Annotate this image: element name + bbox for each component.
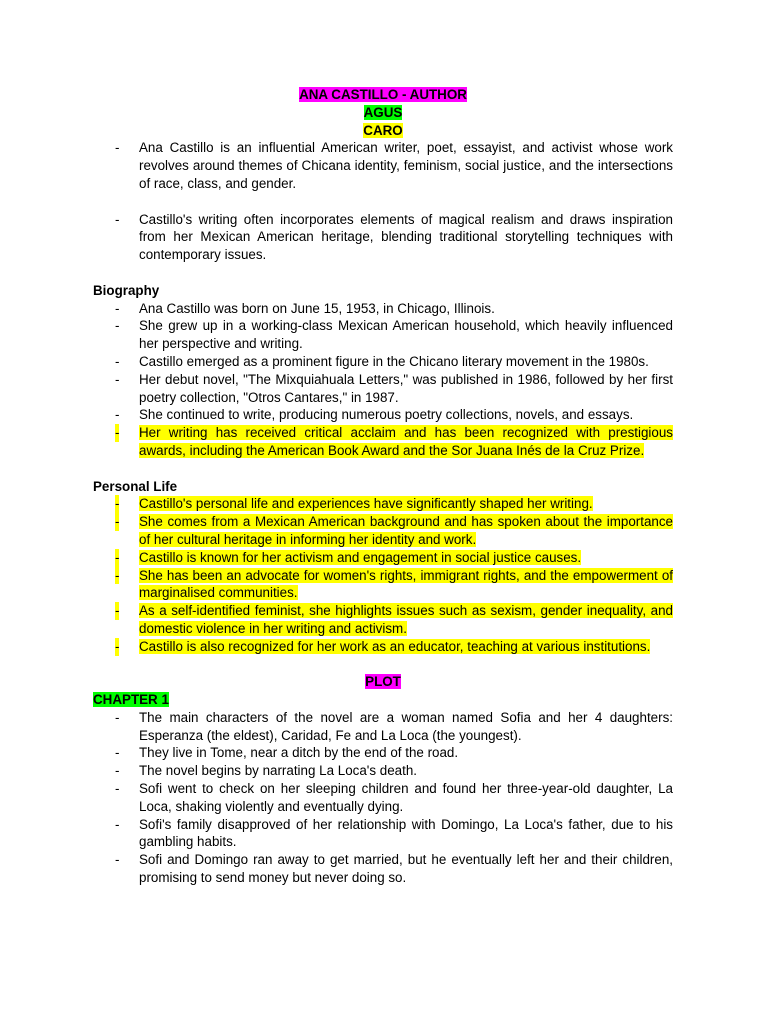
list-item: - She continued to write, producing numerous poetry collections, novels, and essays. — [115, 407, 634, 423]
bullet-dash: - — [115, 318, 120, 334]
list-item-highlighted: - As a self-identified feminist, she highlights issues such as sexism, gender inequality, and domestic violence in her writing and activism. — [115, 603, 673, 636]
list-item-highlighted: - Castillo is known for her activism and engagement in social justice causes. — [115, 549, 582, 565]
bullet-dash: - — [115, 211, 120, 227]
bullet-dash: - — [115, 816, 120, 832]
list-item-highlighted: - Castillo's personal life and experiences have significantly shaped her writing. — [115, 496, 593, 512]
document-content — [93, 86, 673, 887]
name-line-2 — [93, 122, 673, 140]
author-name-caro: CARO — [363, 122, 403, 138]
list-item-highlighted: - She comes from a Mexican American background and has spoken about the importance of her cultural heritage in informing her identity and work. — [115, 514, 673, 547]
list-item-highlighted: - Castillo is also recognized for her work as an educator, teaching at various institutions. — [115, 638, 651, 654]
name-line-1 — [93, 104, 673, 122]
author-name-agus: AGUS — [363, 104, 403, 120]
list-item: - Sofi's family disapproved of her relationship with Domingo, La Loca's father, due to his gambling habits. — [115, 816, 673, 850]
bullet-dash: - — [115, 709, 120, 725]
intro-list-2 — [93, 211, 673, 264]
bullet-dash: - — [115, 496, 120, 512]
bullet-dash: - — [115, 549, 120, 565]
list-item: - Sofi went to check on her sleeping children and found her three-year-old daughter, La Loca, shaking violently and eventually dying. — [115, 781, 673, 814]
plot-list — [93, 709, 673, 887]
biography-list — [93, 300, 673, 460]
bullet-dash: - — [115, 781, 120, 797]
intro-list — [93, 139, 673, 192]
intro-item: - Castillo's writing often incorporates elements of magical realism and draws inspiration from her Mexican American heritage, blending traditional storytelling techniques with contemporary issues. — [115, 211, 673, 263]
title-line — [93, 86, 673, 104]
bullet-dash: - — [115, 603, 120, 619]
bullet-dash: - — [115, 763, 120, 779]
list-item-highlighted: - She has been an advocate for women's rights, immigrant rights, and the empowerment of marginalised communities. — [115, 567, 673, 601]
personal-life-list — [93, 495, 673, 655]
bullet-dash: - — [115, 567, 120, 583]
document-title: ANA CASTILLO - AUTHOR — [299, 87, 467, 102]
plot-heading-line — [93, 673, 673, 691]
bullet-dash: - — [115, 140, 120, 156]
list-item: - The novel begins by narrating La Loca's death. — [115, 763, 417, 779]
bullet-dash: - — [115, 425, 120, 441]
list-item: - She grew up in a working-class Mexican American household, which heavily influenced her perspective and writing. — [115, 318, 673, 352]
list-item: - Sofi and Domingo ran away to get married, but he eventually left her and their children, promising to send money but never doing so. — [115, 852, 673, 886]
list-item: - Her debut novel, "The Mixquiahuala Letters," was published in 1986, followed by her first poetry collection, "Otros Cantares," in 1987. — [115, 371, 673, 405]
list-item: - Ana Castillo was born on June 15, 1953, in Chicago, Illinois. — [115, 300, 495, 316]
biography-heading: Biography — [93, 282, 160, 298]
bullet-dash: - — [115, 745, 120, 761]
list-item: - The main characters of the novel are a woman named Sofia and her 4 daughters: Esperanza (the eldest), Caridad, Fe and La Loca (the youngest). — [115, 709, 673, 743]
bullet-dash: - — [115, 300, 120, 316]
bullet-dash: - — [115, 371, 120, 387]
list-item-highlighted: - Her writing has received critical acclaim and has been recognized with prestigious awards, including the American Book Award and the Sor Juana Inés de la Cruz Prize. — [115, 425, 673, 458]
bullet-dash: - — [115, 514, 120, 530]
intro-item: - Ana Castillo is an influential American writer, poet, essayist, and activist whose work revolves around themes of Chicana identity, feminism, social justice, and the intersections of race, class, and gender. — [115, 140, 673, 191]
list-item: - They live in Tome, near a ditch by the end of the road. — [115, 745, 459, 761]
list-item: - Castillo emerged as a prominent figure in the Chicano literary movement in the 1980s. — [115, 353, 649, 369]
plot-heading: PLOT — [365, 674, 401, 690]
personal-life-heading: Personal Life — [93, 478, 178, 494]
bullet-dash: - — [115, 407, 120, 423]
bullet-dash: - — [115, 852, 120, 868]
bullet-dash: - — [115, 353, 120, 369]
chapter-heading: CHAPTER 1 — [93, 692, 169, 708]
chapter-heading-line — [93, 691, 673, 709]
bullet-dash: - — [115, 638, 120, 654]
